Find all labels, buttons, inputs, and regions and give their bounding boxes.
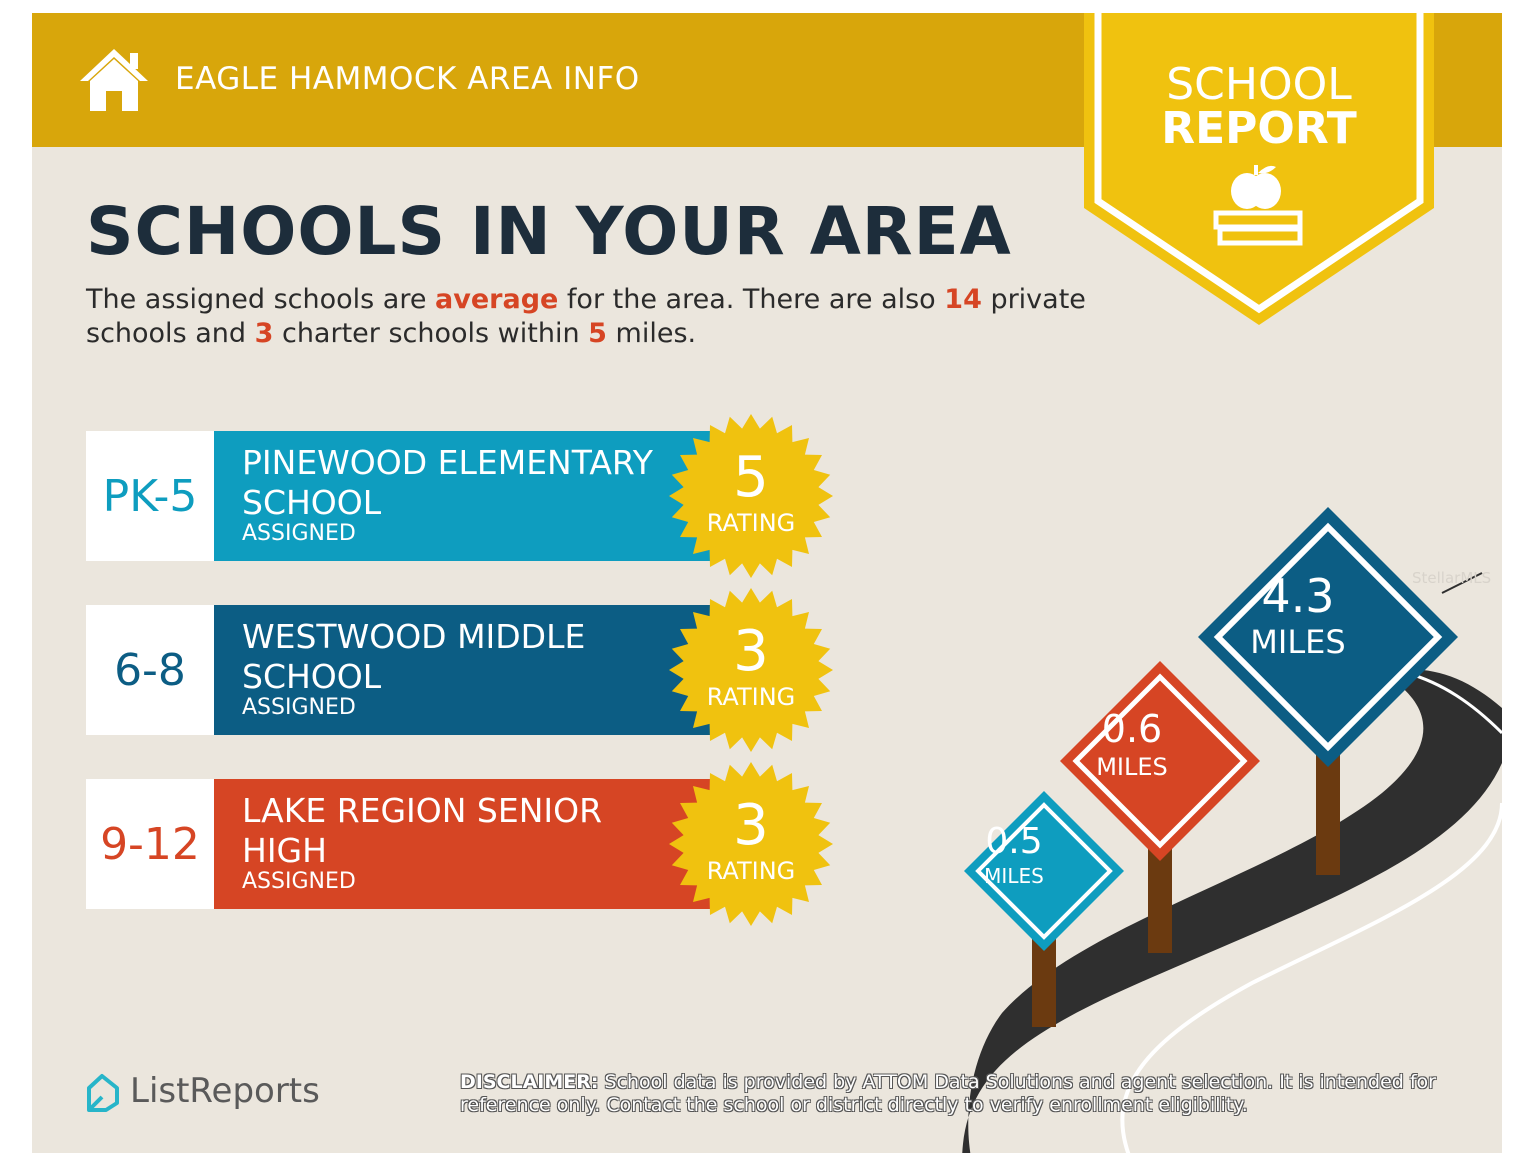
grade-range: 9-12: [86, 779, 214, 909]
rating-highlight: average: [435, 284, 559, 315]
school-name: LAKE REGION SENIOR HIGH: [242, 791, 603, 870]
school-status: ASSIGNED: [242, 869, 356, 894]
intro-text: The assigned schools are average for the area. There are also 14 private schools and 3 charter schools within 5 miles.: [86, 284, 1086, 349]
sign-unit: MILES: [1096, 753, 1168, 781]
school-row: [86, 605, 806, 735]
school-report-card: [32, 13, 1502, 1153]
watermark: StellarMLS: [1412, 569, 1492, 587]
rating-value: 5: [733, 445, 769, 510]
school-status: ASSIGNED: [242, 521, 356, 546]
disclaimer-text: School data is provided by ATTOM Data Solutions and agent selection. It is intended for reference only. Contact the school or district directly to verify enrollment eligibility.: [460, 1071, 1436, 1116]
private-count: 14: [944, 284, 982, 315]
sign-value: 4.3: [1261, 569, 1335, 623]
school-status: ASSIGNED: [242, 695, 356, 720]
sign-unit: MILES: [984, 864, 1044, 888]
disclaimer-label: DISCLAIMER:: [460, 1071, 599, 1093]
badge-line-2: REPORT: [1161, 103, 1357, 154]
sign-unit: MILES: [1250, 623, 1346, 661]
badge-line-1: SCHOOL: [1166, 59, 1352, 110]
rating-label: RATING: [706, 857, 796, 885]
charter-count: 3: [254, 318, 274, 349]
area-title: EAGLE HAMMOCK AREA INFO: [175, 61, 640, 97]
apple-books-icon: [1210, 163, 1306, 249]
school-bar: [214, 431, 714, 561]
rating-label: RATING: [706, 509, 796, 537]
school-bar: [214, 779, 714, 909]
school-name: WESTWOOD MIDDLE SCHOOL: [242, 617, 586, 696]
page-title: SCHOOLS IN YOUR AREA: [86, 193, 1012, 270]
grade-range: 6-8: [86, 605, 214, 735]
rating-value: 3: [733, 793, 769, 858]
radius-miles: 5: [588, 318, 607, 349]
sign-value: 0.6: [1101, 707, 1163, 751]
school-row: [86, 431, 806, 561]
home-icon: [78, 45, 150, 115]
rating-value: 3: [733, 619, 769, 684]
listreports-logo-icon: [84, 1073, 120, 1113]
listreports-logo-text: ListReports: [130, 1071, 320, 1111]
school-name: PINEWOOD ELEMENTARY SCHOOL: [242, 443, 653, 522]
school-bar: [214, 605, 714, 735]
rating-label: RATING: [706, 683, 796, 711]
sign-value: 0.5: [985, 821, 1043, 862]
disclaimer: [460, 1071, 1440, 1117]
grade-range: PK-5: [86, 431, 214, 561]
school-row: [86, 779, 806, 909]
